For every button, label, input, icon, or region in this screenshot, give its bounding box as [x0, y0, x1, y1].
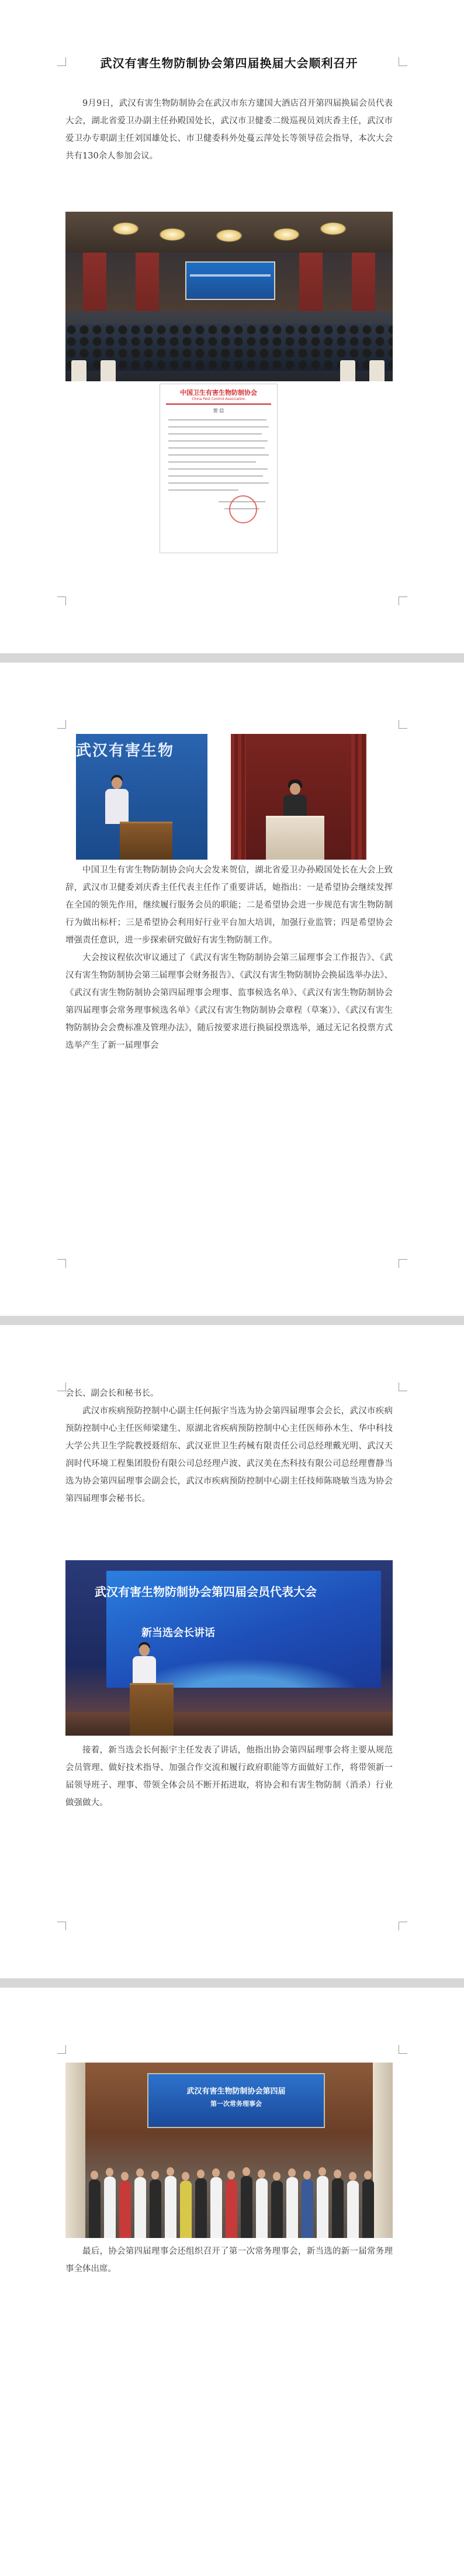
- page-corner-mark: [399, 57, 407, 66]
- paragraph-closing: 最后，协会第四届理事会还组织召开了第一次常务理事会，新当选的新一届常务理事全体出席。: [65, 2247, 393, 2274]
- page-corner-mark: [57, 1922, 66, 1930]
- page-corner-mark: [57, 720, 66, 729]
- letter-heading: 中国卫生有害生物防制协会: [180, 389, 257, 396]
- paragraph-leaders-speech: 中国卫生有害生物防制协会向大会发来贺信，湖北省爱卫办孙殿国处长在大会上致辞，武汉市卫健委刘庆香主任代表主任作了重要讲话，她指出：一是希望协会继续发挥在全国的领先作用，继续履行服务会员的职能；二是希望协会进一步规范有害生物防制行为做出标杆；三是希望协会利用好行业平台加大培训，加强行业监管；四是希望协会增强责任意识，进一步探索研究做好有害生物防制工作。: [65, 865, 393, 945]
- group-photo: [65, 2063, 393, 2238]
- page-corner-mark: [57, 1382, 66, 1391]
- stage-screen-subtitle: 新当选会长讲话: [141, 1627, 215, 1639]
- page-corner-mark: [57, 596, 66, 605]
- group-screen-title: 武汉有害生物防制协会第四届: [186, 2087, 286, 2096]
- page-corner-mark: [57, 2045, 66, 2054]
- document-page-4: [0, 1988, 464, 2576]
- document-page-1: [0, 0, 464, 653]
- group-crowd: [65, 2168, 393, 2238]
- paragraph-continuation: 会长、副会长和秘书长。: [65, 1389, 159, 1398]
- new-president-speech-photo: [65, 1560, 393, 1736]
- page-corner-mark: [57, 57, 66, 66]
- document-page-3: [0, 1325, 464, 1978]
- speaker-photo-left: [76, 734, 207, 860]
- page-corner-mark: [399, 596, 407, 605]
- document-title: 武汉有害生物防制协会第四届换届大会顺利召开: [100, 56, 358, 70]
- group-screen-subtitle: 第一次常务理事会: [210, 2100, 262, 2108]
- letter-title: 贺 信: [213, 408, 224, 413]
- page-corner-mark: [399, 1922, 407, 1930]
- document-page-2: [0, 663, 464, 1316]
- stage-screen-title: 武汉有害生物防制协会第四届会员代表大会: [95, 1585, 317, 1599]
- page-corner-mark: [399, 1382, 407, 1391]
- paragraph-agenda: 大会按议程依次审议通过了《武汉有害生物防制协会第三届理事会工作报告》、《武汉有害生物防制协会第三届理事会财务报告》、《武汉有害生物防制协会换届选举办法》、《武汉有害生物防制协会第四届理事会理事、监事候选名单》、《武汉有害生物防制协会第四届理事会常务理事候选名单》《武汉有害生物防制协会章程（草案）》、《武汉有害生物防制协会会费标准及管理办法》，随后按要求进行换届投票选举，通过无记名投票方式选举产生了新一届理事会: [65, 953, 393, 1050]
- speaker-photo-right: [231, 734, 366, 860]
- page-corner-mark: [399, 1259, 407, 1268]
- letter-heading-english: China Pest Control Association: [192, 397, 245, 401]
- speaker-banner-text: 武汉有害生物: [76, 742, 175, 760]
- paragraph-intro: 9月9日，武汉有害生物防制协会在武汉市东方建国大酒店召开第四届换届会员代表大会，湖北省爱卫办副主任孙殿国处长，武汉市卫健委二级巡视员刘庆香主任，武汉市爱卫办专职副主任刘国雄处长、市卫健委科外处蔓云萍处长等领导莅会指导，本次大会共有130余人参加会议。: [65, 99, 393, 161]
- conference-hall-photo: [65, 212, 393, 381]
- paragraph-president-remarks: 接着，新当选会长何振宇主任发表了讲话，他指出协会第四届理事会将主要从规范会员管理、做好技术指导、加强合作交流和履行政府职能等方面做好工作，将带领新一届领导班子、理事、带领全体会员不断开拓进取，将协会和有害生物防制（消杀）行业做强做大。: [65, 1746, 393, 1808]
- page-corner-mark: [399, 720, 407, 729]
- page-corner-mark: [399, 2045, 407, 2054]
- congratulatory-letter-image: [160, 384, 278, 553]
- paragraph-election-results: 武汉市疾病预防控制中心副主任何振宇当选为协会第四届理事会会长，武汉市疾病预防控制中心主任医师梁建生、原湖北省疾病预防控制中心主任医师孙木生、华中科技大学公共卫生学院教授聂绍东、武汉亚世卫生药械有限责任公司总经理戴光明、武汉天润时代环境工程集团股份有限公司总经理卢波、武汉美在杰科技有限公司总经理曹静当选为协会第四届理事会副会长，武汉市疾病预防控制中心副主任技师陈晓敏当选为协会第四届理事会秘书长。: [65, 1406, 393, 1503]
- page-corner-mark: [57, 1259, 66, 1268]
- official-seal: [229, 495, 257, 523]
